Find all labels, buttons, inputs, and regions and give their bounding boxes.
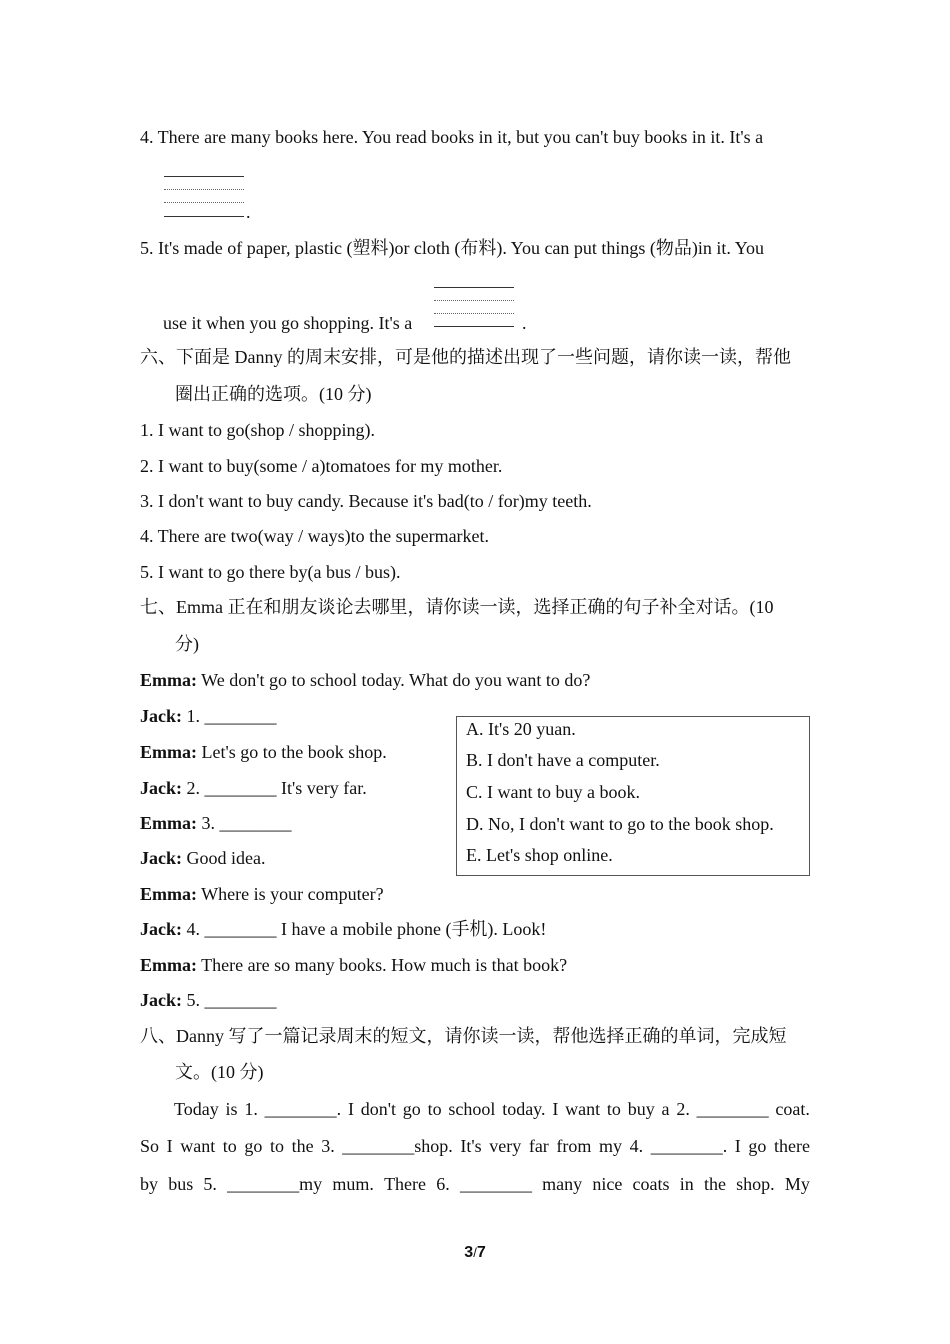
dialogue-line: Emma: There are so many books. How much is that book?: [140, 955, 568, 975]
paragraph-word: mum.: [332, 1174, 374, 1194]
section-8-title: 八、Danny 写了一篇记录周末的短文，请你读一读，帮他选择正确的单词，完成短: [140, 1026, 787, 1046]
option-a: A. It's 20 yuan.: [466, 719, 576, 739]
dialogue-line: Jack: Good idea.: [140, 848, 266, 868]
section-6-item-3: 3. I don't want to buy candy. Because it's bad(to / for)my teeth.: [140, 491, 592, 511]
paragraph-word: I: [166, 1136, 173, 1156]
paragraph-word: many: [542, 1174, 583, 1194]
paragraph-word: is: [225, 1099, 238, 1119]
paragraph-word: coat.: [775, 1099, 810, 1119]
paragraph-word: go: [244, 1136, 263, 1156]
paragraph-word: the: [703, 1174, 726, 1194]
section-6-title-cont: 圈出正确的选项。(10 分): [175, 384, 372, 404]
paragraph-word: ________my: [227, 1174, 323, 1194]
option-c: C. I want to buy a book.: [466, 782, 640, 802]
paragraph-word: There: [384, 1174, 427, 1194]
paragraph-word: My: [784, 1174, 810, 1194]
paragraph-word: far: [528, 1136, 549, 1156]
paragraph-line-1: [174, 1097, 810, 1121]
paragraph-word: So: [140, 1136, 160, 1156]
paragraph-word: shop.: [736, 1174, 775, 1194]
paragraph-word: go: [748, 1136, 767, 1156]
paragraph-word: 4.: [629, 1136, 644, 1156]
paragraph-word: don't: [360, 1099, 396, 1119]
paragraph-word: a: [661, 1099, 670, 1119]
dialogue-line: Emma: 3. ________: [140, 813, 292, 833]
paragraph-word: ________shop.: [342, 1136, 453, 1156]
paragraph-word: the: [291, 1136, 314, 1156]
dialogue-line: Jack: 1. ________: [140, 706, 277, 726]
paragraph-word: today.: [502, 1099, 546, 1119]
option-d: D. No, I don't want to go to the book shop.: [466, 814, 774, 834]
paragraph-word: I: [734, 1136, 741, 1156]
paragraph-word: ________.: [264, 1099, 342, 1119]
paragraph-word: from: [556, 1136, 592, 1156]
section-7-title-cont: 分): [175, 634, 199, 654]
paragraph-word: 6.: [436, 1174, 450, 1194]
paragraph-word: in: [679, 1174, 694, 1194]
paragraph-word: by: [140, 1174, 158, 1194]
option-b: B. I don't have a computer.: [466, 750, 660, 770]
paragraph-word: ________: [696, 1099, 769, 1119]
page-number: 3/7: [464, 1244, 486, 1261]
item-4-text: 4. There are many books here. You read books in it, but you can't buy books in it. It's a: [140, 127, 764, 147]
dialogue-line: Jack: 2. ________ It's very far.: [140, 778, 367, 798]
section-6-item-5: 5. I want to go there by(a bus / bus).: [140, 562, 401, 582]
paragraph-word: It's: [460, 1136, 482, 1156]
options-box: [456, 716, 810, 876]
paragraph-line-3: [140, 1172, 810, 1196]
paragraph-word: ________.: [650, 1136, 728, 1156]
paragraph-word: I: [347, 1099, 354, 1119]
dialogue-line: Jack: 4. ________ I have a mobile phone (手机). Look!: [140, 919, 547, 939]
paragraph-word: ________: [459, 1174, 532, 1194]
paragraph-word: nice: [592, 1174, 623, 1194]
paragraph-word: to: [427, 1099, 442, 1119]
paragraph-word: 3.: [321, 1136, 335, 1156]
option-e: E. Let's shop online.: [466, 845, 613, 865]
section-6-item-4: 4. There are two(way / ways)to the supermarket.: [140, 526, 490, 546]
item-5-period: .: [522, 313, 527, 333]
paragraph-word: want: [180, 1136, 216, 1156]
dialogue-line: Emma: Where is your computer?: [140, 884, 384, 904]
dialogue-line: Jack: 5. ________: [140, 990, 277, 1010]
paragraph-word: coats: [632, 1174, 670, 1194]
paragraph-word: to: [270, 1136, 285, 1156]
dialogue-line: Emma: Let's go to the book shop.: [140, 742, 387, 762]
paragraph-word: my: [599, 1136, 623, 1156]
paragraph-word: to: [222, 1136, 237, 1156]
dialogue-line: Emma: We don't go to school today. What do you want to do?: [140, 670, 591, 690]
section-7-title: 七、Emma 正在和朋友谈论去哪里，请你读一读，选择正确的句子补全对话。(10: [140, 597, 774, 617]
item-4-period: .: [246, 202, 251, 222]
paragraph-word: 2.: [676, 1099, 690, 1119]
item-5-line-2: use it when you go shopping. It's a: [163, 313, 413, 333]
paragraph-word: Today: [174, 1099, 219, 1119]
paragraph-word: want: [565, 1099, 601, 1119]
section-6-title: 六、下面是 Danny 的周末安排，可是他的描述出现了一些问题，请你读一读，帮他: [140, 347, 791, 367]
item-5-line-1: 5. It's made of paper, plastic (塑料)or cloth (布料). You can put things (物品)in it. You: [140, 238, 764, 258]
paragraph-word: to: [606, 1099, 621, 1119]
paragraph-word: 5.: [203, 1174, 217, 1194]
section-8-title-cont: 文。(10 分): [175, 1062, 264, 1082]
paragraph-line-2: [140, 1134, 810, 1158]
paragraph-word: I: [552, 1099, 559, 1119]
paragraph-word: bus: [168, 1174, 194, 1194]
section-6-item-1: 1. I want to go(shop / shopping).: [140, 420, 375, 440]
paragraph-word: buy: [627, 1099, 655, 1119]
paragraph-word: 1.: [244, 1099, 258, 1119]
section-6-item-2: 2. I want to buy(some / a)tomatoes for my mother.: [140, 456, 503, 476]
paragraph-word: school: [448, 1099, 496, 1119]
paragraph-word: go: [402, 1099, 421, 1119]
paragraph-word: very: [489, 1136, 522, 1156]
paragraph-word: there: [773, 1136, 810, 1156]
